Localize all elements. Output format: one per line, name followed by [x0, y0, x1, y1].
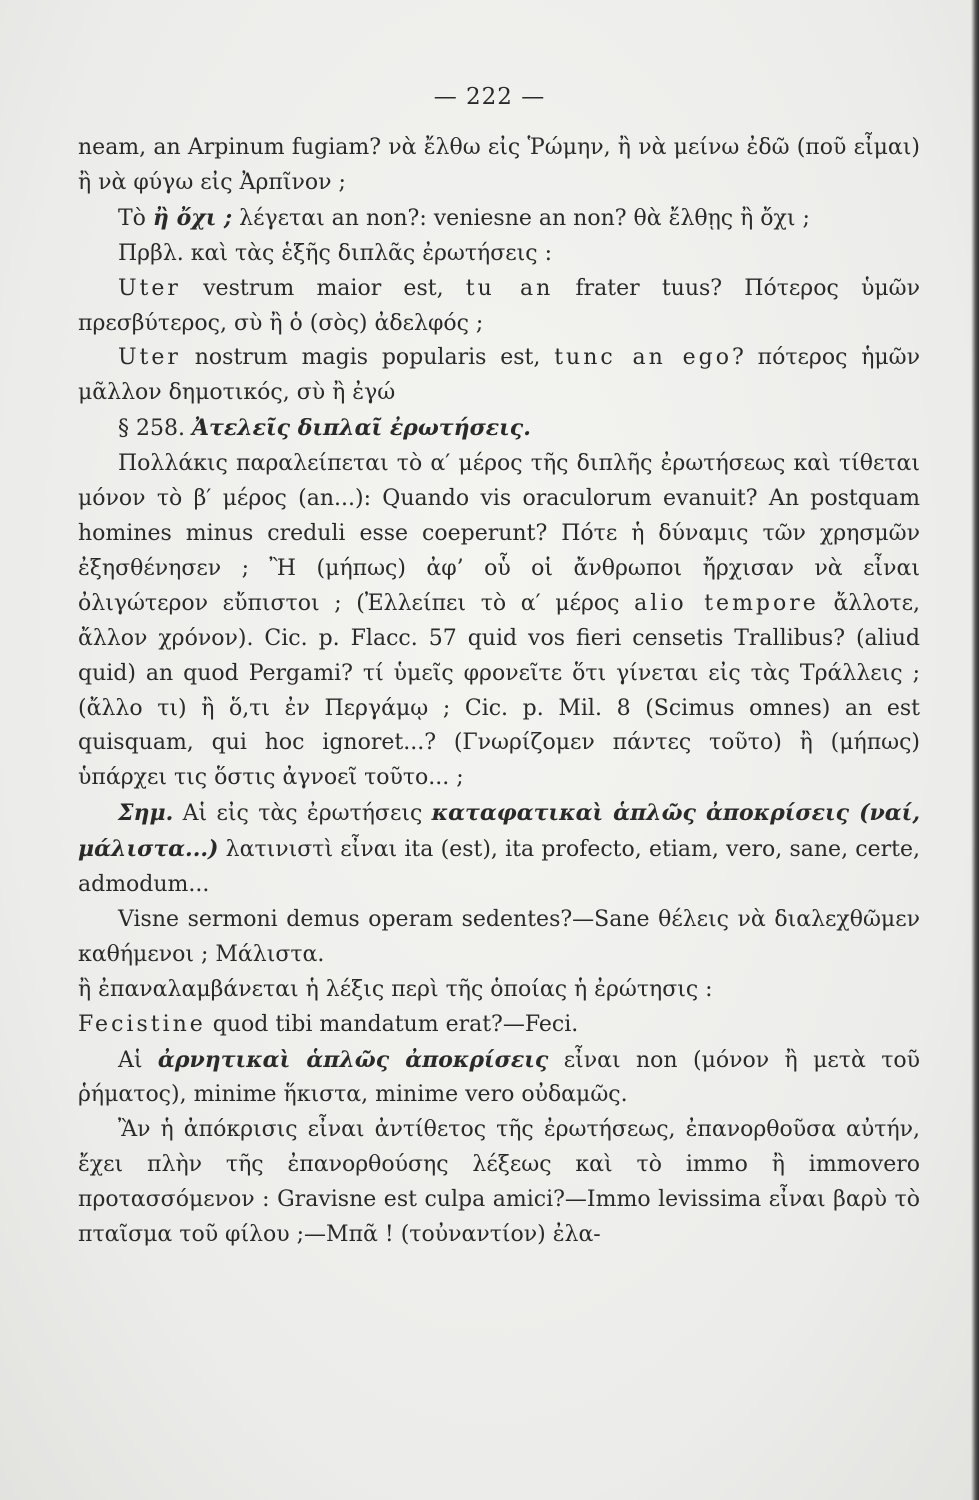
paragraph-13: [78, 1113, 920, 1253]
text-run: Visne sermoni demus operam sedentes?—Sane θέλεις νὰ διαλεχθῶμεν καθήμενοι ; Μάλιστα.: [78, 906, 920, 967]
bold-term: Σημ.: [118, 800, 174, 827]
text-run: Αἱ: [118, 1047, 158, 1073]
spaced-latin: Fecistine: [78, 1011, 206, 1037]
text-run: Αἱ εἰς τὰς ἐρωτήσεις: [173, 801, 432, 827]
text-run: ἢ ἐπαναλαμβάνεται ἡ λέξις περὶ τῆς ὁποίας ἡ ἐρώτησις :: [78, 976, 713, 1002]
spaced-latin: tunc an ego: [554, 345, 732, 371]
paragraph-2: [78, 201, 920, 237]
text-run: § 258.: [118, 416, 192, 442]
text-run: λατινιστὶ εἶναι ita (est), ita profecto, etiam, vero, sane, certe, admodum...: [78, 837, 920, 898]
paragraph-4: [78, 272, 920, 342]
text-run: Πρβλ. καὶ τὰς ἑξῆς διπλᾶς ἐρωτήσεις :: [118, 240, 552, 266]
bold-term: ἀρνητικαὶ ἁπλῶς ἀποκρίσεις: [157, 1046, 549, 1073]
text-run: nostrum magis popularis est,: [180, 345, 555, 371]
spaced-latin: alio tempore: [634, 590, 819, 616]
text-run: neam, an Arpinum fugiam? νὰ ἔλθω εἰς Ῥώμην, ἢ νὰ μείνω ἐδῶ (ποῦ εἶμαι) ἢ νὰ φύγω εἰς Ἀρπῖνον ;: [78, 135, 920, 195]
text-run: quod tibi mandatum erat?—Feci.: [205, 1011, 579, 1037]
text-run: Ἂν ἡ ἀπόκρισις εἶναι ἀντίθετος τῆς ἐρωτήσεως, ἐπανορθοῦσα αὐτήν, ἔχει πλὴν τῆς ἐπανορθούσης λέξεως καὶ τὸ immo ἢ immovero προτασσόμενον : Gravisne est culpa amici?—Immo levissima εἶναι βαρὺ τὸ πταῖσμα τοῦ φίλου ;—Μπᾶ ! (τοὐναντίον) ἐλα-: [78, 1117, 920, 1248]
text-body: [78, 131, 920, 1253]
paragraph-3: [78, 237, 920, 272]
text-run: λέγεται an non?: veniesne an non? θὰ ἔλθῃς ἢ ὄχι ;: [232, 205, 810, 231]
bold-term: ἢ ὄχι ;: [152, 204, 233, 231]
spaced-latin: Uter: [118, 345, 181, 371]
paragraph-9: [78, 903, 920, 973]
text-run: εἶναι non (μόνον ἢ μετὰ τοῦ ῥήματος), minime ἥκιστα, minime vero οὐδαμῶς.: [78, 1047, 921, 1108]
spaced-latin: Uter: [118, 275, 181, 301]
bold-term: Ἀτελεῖς διπλαῖ ἐρωτήσεις.: [191, 415, 531, 442]
note-paragraph: [78, 796, 920, 903]
bold-term: καταφατικαὶ ἁπλῶς ἀποκρίσεις (ναί, μάλιστα...): [78, 800, 920, 863]
paragraph-1: [78, 131, 920, 201]
paragraph-12: [78, 1043, 920, 1114]
paragraph-10: [78, 973, 920, 1008]
paragraph-11: [78, 1008, 920, 1043]
page-number: — 222 —: [433, 84, 546, 110]
text-run: Πολλάκις παραλείπεται τὸ α′ μέρος τῆς διπλῆς ἐρωτήσεως καὶ τίθεται μόνον τὸ β′ μέρος (an...): Quando vis oraculorum evanuit? An postquam homines minus creduli esse coeperunt? Πότε ἡ δύναμις τῶν χρησμῶν ἐξησθένησεν ; Ἢ (μήπως) ἀφ’ οὗ οἱ ἄνθρωποι ἤρχισαν νὰ εἶναι ὀλιγώτερον εὔπιστοι ; (Ἐλλείπει τὸ α′ μέρος: [78, 451, 920, 616]
text-run: ? πότερος ἡμῶν μᾶλλον δημοτικός, σὺ ἢ ἐγώ: [78, 345, 920, 406]
text-run: vestrum maior est,: [180, 275, 466, 301]
text-run: frater tuus? Πότερος ὑμῶν πρεσβύτερος, σὺ ἢ ὁ (σὸς) ἀδελφός ;: [78, 275, 920, 336]
page-edge-shadow: [971, 0, 979, 1500]
text-run: ἄλλοτε, ἄλλον χρόνον). Cic. p. Flacc. 57 quid vos fieri censetis Trallibus? (aliud quid) an quod Pergami? τί ὑμεῖς φρονεῖτε ὅτι γίνεται εἰς τὰς Τράλλεις ; (ἄλλο τι) ἢ ὅ,τι ἐν Περγάμῳ ; Cic. p. Mil. 8 (Scimus omnes) an est quisquam, qui hoc ignoret...? (Γνωρίζομεν πάντες τοῦτο) ἢ (μήπως) ὑπάρχει τις ὅστις ἀγνοεῖ τοῦτο... ;: [78, 590, 920, 791]
spaced-latin: tu an: [465, 275, 554, 301]
section-heading: [78, 411, 920, 447]
paragraph-5: [78, 341, 920, 411]
text-run: Τὸ: [118, 205, 153, 231]
paragraph-7: [78, 447, 920, 796]
